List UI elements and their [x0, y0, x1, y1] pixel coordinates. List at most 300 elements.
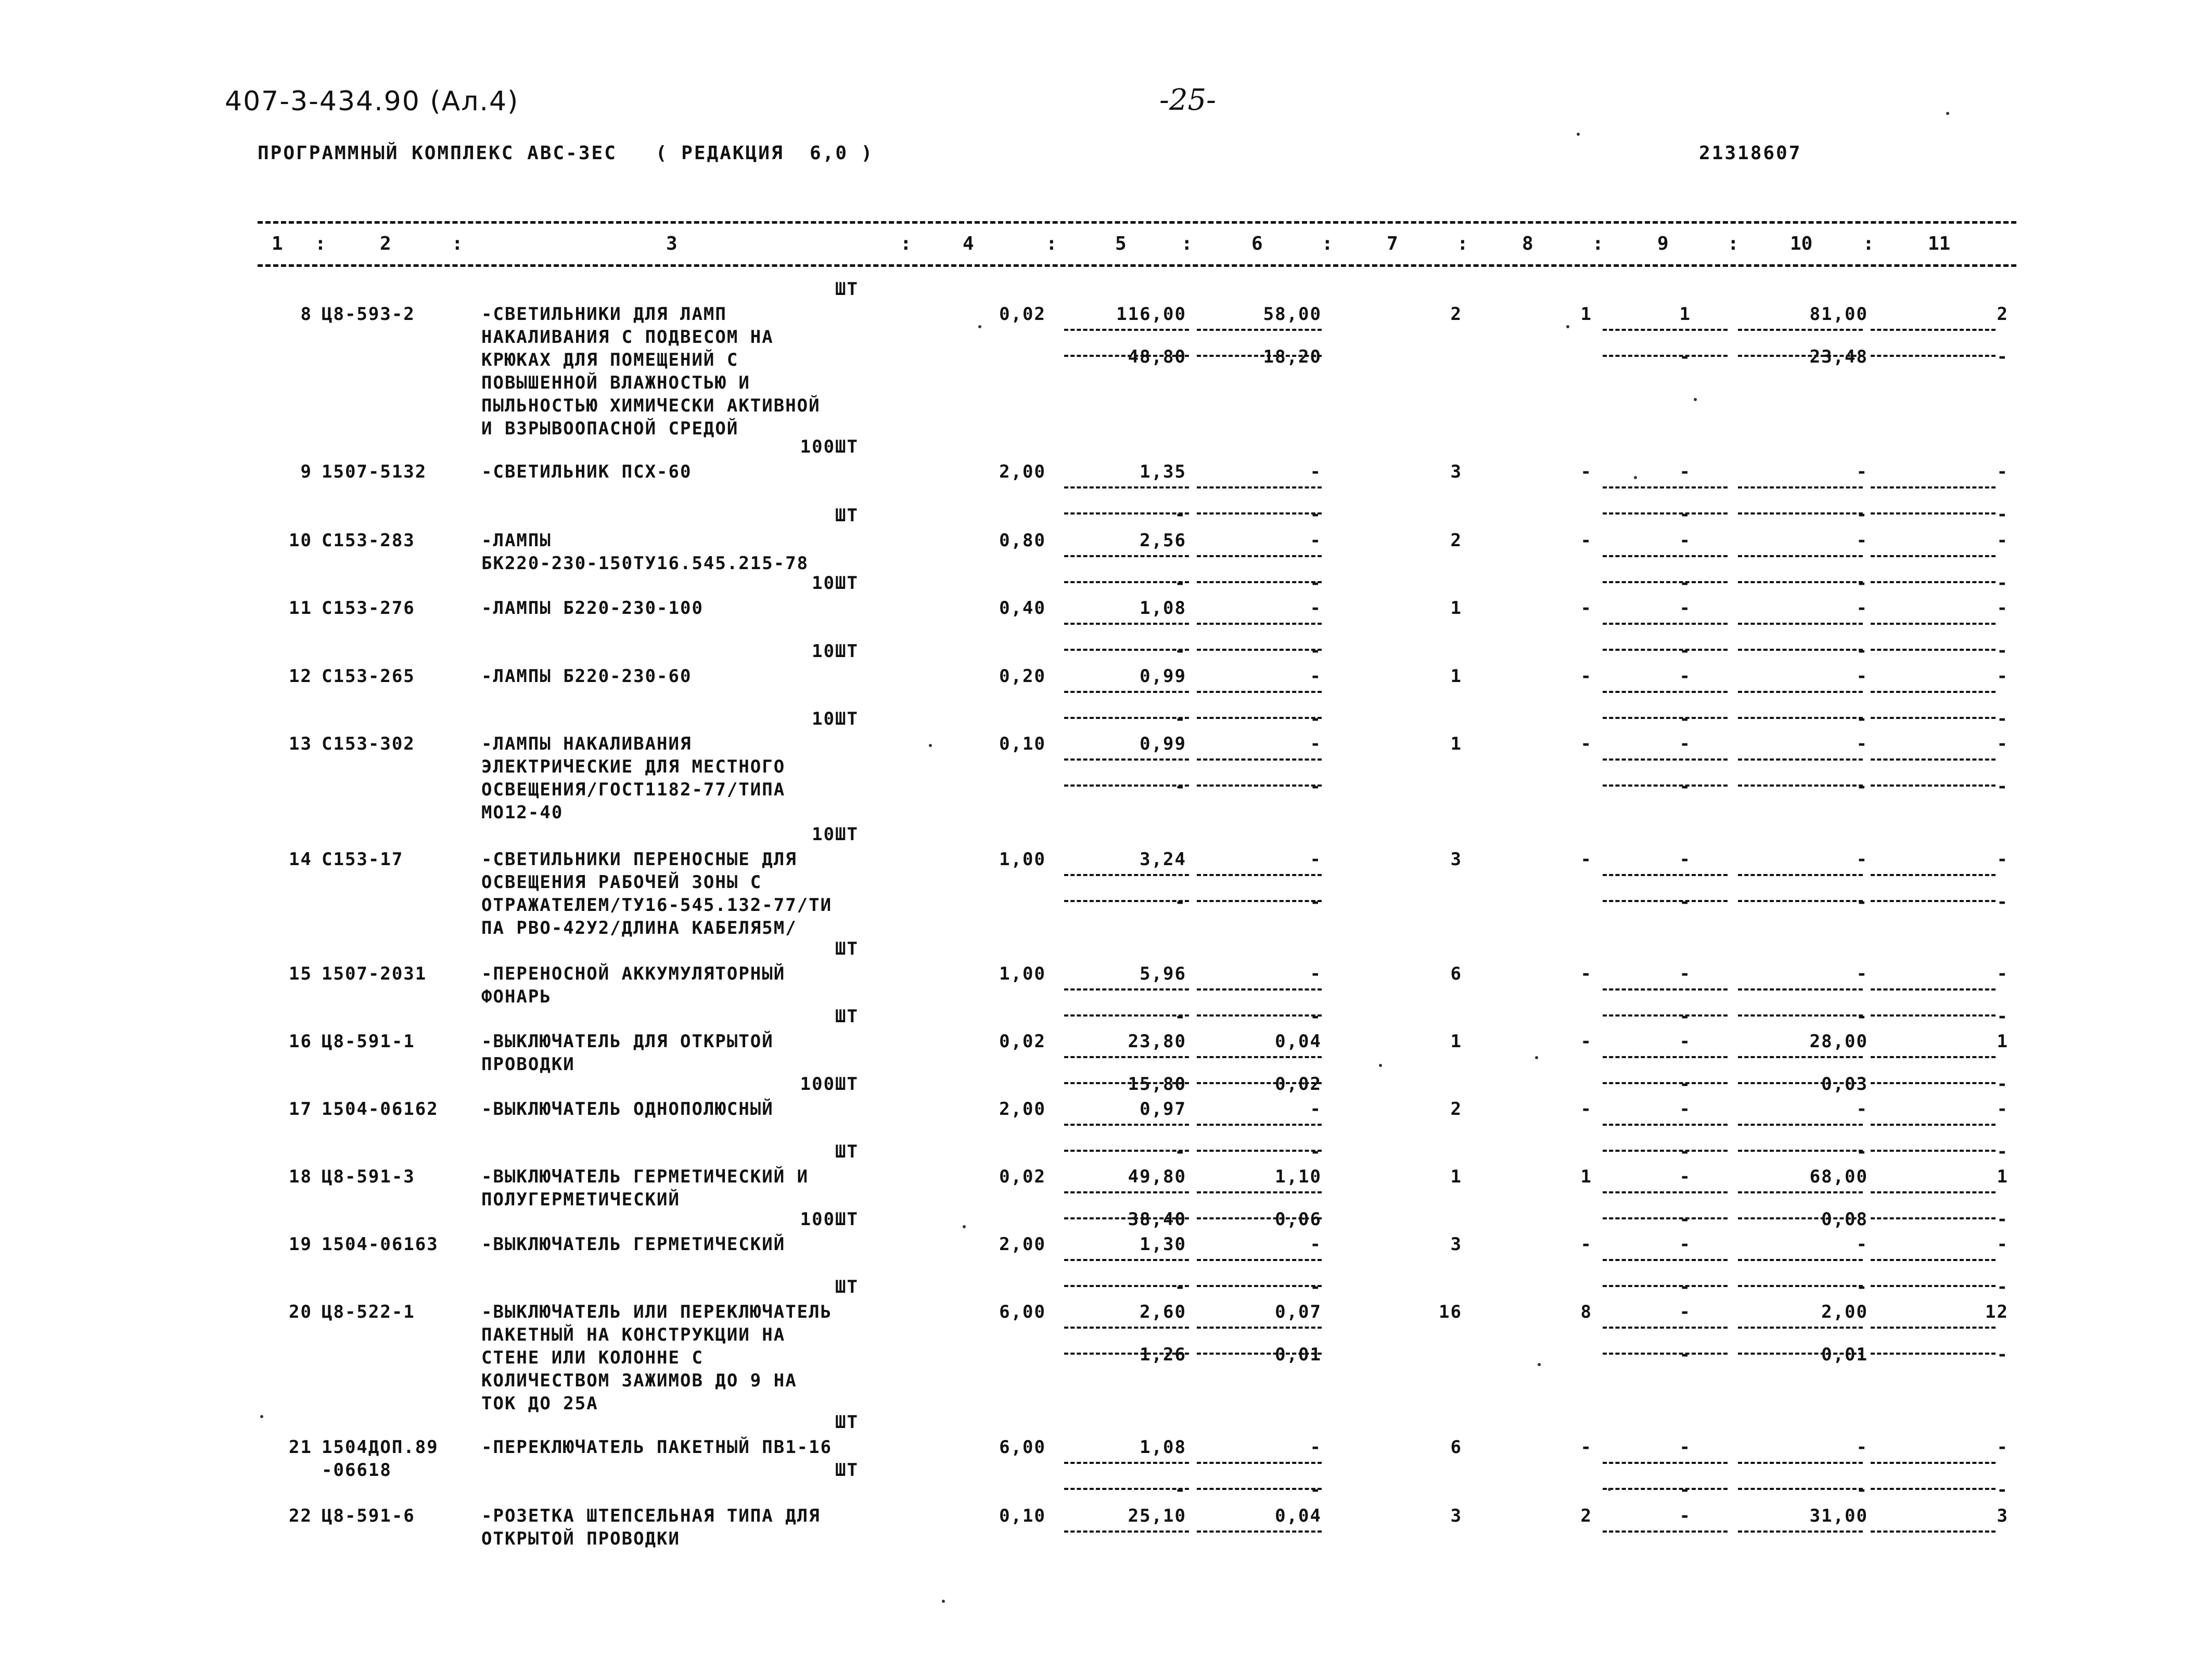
cell-c5: 0,99	[1140, 734, 1186, 754]
value-divider	[1603, 1191, 1728, 1193]
cell-c11-lower: -	[1997, 1277, 2009, 1297]
cell-c10-lower: -	[1856, 709, 1868, 729]
row-number: 14	[289, 849, 312, 870]
value-divider	[1871, 1488, 1996, 1490]
cell-c11: -	[1997, 963, 2009, 984]
value-divider	[1603, 1217, 1728, 1219]
value-divider	[1197, 1327, 1322, 1329]
item-code: Ц8-591-3	[322, 1166, 415, 1187]
value-divider	[1064, 988, 1189, 991]
item-description: -ПЕРЕКЛЮЧАТЕЛЬ ПАКЕТНЫЙ ПВ1-16	[481, 1437, 833, 1458]
cell-c6: 0,04	[1275, 1506, 1322, 1526]
cell-c9-lower: -	[1679, 1344, 1691, 1365]
value-divider	[1197, 900, 1322, 902]
cell-c5-lower: 48,80	[1128, 346, 1186, 367]
value-divider	[1603, 785, 1728, 787]
cell-c5: 0,99	[1140, 666, 1186, 687]
value-divider	[1738, 623, 1863, 625]
cell-c9: -	[1679, 598, 1691, 619]
cell-c6-lower: -	[1310, 776, 1322, 797]
unit-label: 100ШТ	[800, 436, 859, 457]
cell-c11-lower: -	[1997, 573, 2009, 594]
cell-c5-lower: -	[1174, 1141, 1186, 1162]
cell-c5: 116,00	[1116, 304, 1186, 325]
value-divider	[1738, 329, 1863, 331]
value-divider	[1197, 1056, 1322, 1058]
cell-c9: -	[1679, 1099, 1691, 1120]
cell-c8: -	[1580, 734, 1592, 754]
unit-label: ШТ	[835, 1006, 859, 1027]
cell-c4: 0,02	[999, 1166, 1046, 1187]
cell-c6-lower: 0,02	[1275, 1074, 1322, 1095]
value-divider	[1871, 758, 1996, 761]
cell-c5: 1,08	[1140, 1437, 1186, 1458]
cell-c9: -	[1679, 849, 1691, 870]
value-divider	[1197, 988, 1322, 991]
value-divider	[1197, 717, 1322, 719]
cell-c11: -	[1997, 461, 2009, 482]
column-header-8: 8	[1522, 233, 1533, 254]
value-divider	[1603, 1056, 1728, 1058]
value-divider	[1064, 1124, 1189, 1126]
value-divider	[1197, 758, 1322, 761]
cell-c10: -	[1856, 849, 1868, 870]
row-number: 17	[289, 1099, 312, 1120]
value-divider	[1738, 1353, 1863, 1355]
value-divider	[1197, 486, 1322, 488]
value-divider	[1871, 1056, 1996, 1058]
row-number: 18	[289, 1166, 312, 1187]
cell-c10: 68,00	[1809, 1166, 1868, 1187]
value-divider	[1603, 649, 1728, 651]
value-divider	[1738, 1217, 1863, 1219]
cell-c10-lower: -	[1856, 504, 1868, 525]
cell-c6: -	[1310, 1234, 1322, 1255]
cell-c7: 2	[1450, 530, 1462, 551]
cell-c11: -	[1997, 1099, 2009, 1120]
cell-c5-lower: -	[1174, 504, 1186, 525]
value-divider	[1871, 623, 1996, 625]
cell-c6-lower: -	[1310, 892, 1322, 912]
cell-c8: 8	[1580, 1302, 1592, 1322]
cell-c7: 1	[1450, 666, 1462, 687]
cell-c10: 2,00	[1821, 1302, 1868, 1322]
column-header-5: 5	[1115, 233, 1127, 254]
cell-c10-lower: -	[1856, 1480, 1868, 1500]
value-divider	[1197, 329, 1322, 331]
value-divider	[1871, 1259, 1996, 1261]
cell-c6: 0,07	[1275, 1302, 1322, 1322]
unit-label: 10ШТ	[812, 709, 859, 729]
cell-c9-lower: -	[1679, 892, 1691, 912]
cell-c4: 0,10	[999, 1506, 1046, 1526]
cell-c4: 0,40	[999, 598, 1046, 619]
value-divider	[1064, 900, 1189, 902]
cell-c6: -	[1310, 666, 1322, 687]
cell-c9: -	[1679, 1437, 1691, 1458]
value-divider	[1197, 1531, 1322, 1533]
value-divider	[1064, 874, 1189, 876]
value-divider	[1871, 691, 1996, 693]
item-description: -СВЕТИЛЬНИК ПСХ-60	[481, 461, 692, 482]
cell-c6-lower: -	[1310, 1006, 1322, 1027]
cell-c5-lower: 1,26	[1140, 1344, 1186, 1365]
cell-c9-lower: -	[1679, 1209, 1691, 1230]
value-divider	[1603, 581, 1728, 583]
row-number: 9	[300, 461, 312, 482]
cell-c4: 6,00	[999, 1437, 1046, 1458]
value-divider	[1064, 1462, 1189, 1464]
value-divider	[1603, 1259, 1728, 1261]
unit-label: 10ШТ	[812, 641, 859, 662]
value-divider	[1738, 717, 1863, 719]
value-divider	[1197, 355, 1322, 357]
value-divider	[1738, 355, 1863, 357]
value-divider	[1738, 555, 1863, 557]
item-code: Ц8-591-6	[322, 1506, 415, 1526]
cell-c8: -	[1580, 598, 1592, 619]
cell-c5: 2,60	[1140, 1302, 1186, 1322]
value-divider	[1197, 623, 1322, 625]
cell-c11: -	[1997, 530, 2009, 551]
unit-label: ШТ	[835, 1412, 859, 1433]
value-divider	[1064, 717, 1189, 719]
cell-c9-lower: -	[1679, 640, 1691, 661]
cell-c10: -	[1856, 1437, 1868, 1458]
cell-c8: -	[1580, 666, 1592, 687]
value-divider	[1197, 874, 1322, 876]
cell-c11-lower: -	[1997, 504, 2009, 525]
item-code: С153-283	[322, 530, 415, 551]
value-divider	[1738, 1082, 1863, 1084]
value-divider	[1871, 1285, 1996, 1287]
item-code: Ц8-522-1	[322, 1302, 415, 1322]
value-divider	[1738, 1191, 1863, 1193]
cell-c6: -	[1310, 598, 1322, 619]
item-code: С153-302	[322, 734, 415, 754]
cell-c5: 25,10	[1128, 1506, 1186, 1526]
unit-label: ШТ	[835, 1141, 859, 1162]
cell-c6: -	[1310, 1099, 1322, 1120]
cell-c7: 1	[1450, 1031, 1462, 1052]
value-divider	[1197, 1191, 1322, 1193]
cell-c9: -	[1679, 963, 1691, 984]
column-header-3: 3	[666, 233, 677, 254]
unit-label: ШТ	[835, 505, 859, 526]
value-divider	[1738, 1014, 1863, 1017]
cell-c11-lower: -	[1997, 1480, 2009, 1500]
item-code: 1504-06163	[322, 1234, 439, 1255]
table-top-rule	[258, 221, 2016, 224]
cell-c7: 3	[1450, 849, 1462, 870]
cell-c8: -	[1580, 1031, 1592, 1052]
value-divider	[1871, 1014, 1996, 1017]
value-divider	[1064, 1353, 1189, 1355]
cell-c8: -	[1580, 530, 1592, 551]
cell-c11: 2	[1997, 304, 2009, 325]
value-divider	[1738, 1259, 1863, 1261]
column-header-9: 9	[1657, 233, 1669, 254]
cell-c5-lower: -	[1174, 640, 1186, 661]
value-divider	[1064, 1327, 1189, 1329]
cell-c9-lower: -	[1679, 1006, 1691, 1027]
cell-c5: 23,80	[1128, 1031, 1186, 1052]
unit-label: ШТ	[835, 938, 859, 959]
cell-c5: 2,56	[1140, 530, 1186, 551]
cell-c11-lower: -	[1997, 640, 2009, 661]
item-description: -ПЕРЕНОСНОЙ АККУМУЛЯТОРНЫЙ ФОНАРЬ	[481, 963, 786, 1007]
unit-label: ШТ	[835, 1460, 859, 1481]
cell-c5-lower: -	[1174, 1480, 1186, 1500]
value-divider	[1738, 486, 1863, 488]
cell-c11: 1	[1997, 1031, 2009, 1052]
item-code: 1504-06162	[322, 1099, 439, 1120]
cell-c7: 2	[1450, 304, 1462, 325]
cell-c10-lower: 0,08	[1821, 1209, 1868, 1230]
cell-c11-lower: -	[1997, 1006, 2009, 1027]
value-divider	[1064, 785, 1189, 787]
value-divider	[1197, 581, 1322, 583]
cell-c6: -	[1310, 963, 1322, 984]
program-title: ПРОГРАММНЫЙ КОМПЛЕКС АВС-3ЕС ( РЕДАКЦИЯ 6,0 )	[258, 143, 874, 164]
cell-c10-lower: -	[1856, 1141, 1868, 1162]
cell-c10: -	[1856, 666, 1868, 687]
value-divider	[1064, 555, 1189, 557]
value-divider	[1738, 1285, 1863, 1287]
cell-c8: 2	[1580, 1506, 1592, 1526]
row-number: 8	[300, 304, 312, 325]
cell-c11-lower: -	[1997, 709, 2009, 729]
cell-c10: 31,00	[1809, 1506, 1868, 1526]
cell-c11-lower: -	[1997, 1074, 2009, 1095]
value-divider	[1738, 1124, 1863, 1126]
cell-c9: -	[1679, 1234, 1691, 1255]
value-divider	[1871, 1217, 1996, 1219]
value-divider	[1603, 717, 1728, 719]
page-number: -25-	[1159, 83, 1217, 117]
row-number: 19	[289, 1234, 312, 1255]
value-divider	[1871, 1082, 1996, 1084]
value-divider	[1064, 1217, 1189, 1219]
value-divider	[1871, 486, 1996, 488]
cell-c7: 1	[1450, 734, 1462, 754]
cell-c6: 1,10	[1275, 1166, 1322, 1187]
cell-c10-lower: 0,03	[1821, 1074, 1868, 1095]
column-header-6: 6	[1251, 233, 1263, 254]
table-header-rule	[258, 264, 2016, 267]
row-number: 11	[289, 598, 312, 619]
cell-c10-lower: 0,01	[1821, 1344, 1868, 1365]
value-divider	[1871, 355, 1996, 357]
cell-c4: 0,10	[999, 734, 1046, 754]
unit-label: 100ШТ	[800, 1074, 859, 1095]
cell-c9: -	[1679, 1302, 1691, 1322]
value-divider	[1871, 649, 1996, 651]
cell-c6-lower: -	[1310, 709, 1322, 729]
value-divider	[1871, 329, 1996, 331]
cell-c8: 1	[1580, 1166, 1592, 1187]
cell-c6-lower: -	[1310, 504, 1322, 525]
value-divider	[1738, 874, 1863, 876]
value-divider	[1197, 1285, 1322, 1287]
cell-c6-lower: 0,06	[1275, 1209, 1322, 1230]
cell-c6: 58,00	[1263, 304, 1322, 325]
cell-c9: -	[1679, 461, 1691, 482]
value-divider	[1603, 355, 1728, 357]
cell-c6: -	[1310, 734, 1322, 754]
unit-label: 10ШТ	[812, 824, 859, 845]
value-divider	[1603, 512, 1728, 515]
row-number: 13	[289, 734, 312, 754]
cell-c9-lower: -	[1679, 1074, 1691, 1095]
item-description: -ЛАМПЫ БК220-230-150ТУ16.545.215-78	[481, 530, 809, 574]
cell-c10: -	[1856, 598, 1868, 619]
value-divider	[1197, 1259, 1322, 1261]
item-description: -РОЗЕТКА ШТЕПСЕЛЬНАЯ ТИПА ДЛЯ ОТКРЫТОЙ ПРОВОДКИ	[481, 1506, 821, 1549]
value-divider	[1064, 1488, 1189, 1490]
value-divider	[1603, 1082, 1728, 1084]
cell-c8: -	[1580, 1234, 1592, 1255]
item-code: 1507-5132	[322, 461, 427, 482]
cell-c6-lower: -	[1310, 640, 1322, 661]
value-divider	[1064, 649, 1189, 651]
value-divider	[1738, 988, 1863, 991]
value-divider	[1603, 555, 1728, 557]
cell-c5: 1,35	[1140, 461, 1186, 482]
value-divider	[1871, 512, 1996, 515]
cell-c11: -	[1997, 1437, 2009, 1458]
value-divider	[1738, 1531, 1863, 1533]
cell-c11-lower: -	[1997, 346, 2009, 367]
cell-c5-lower: -	[1174, 892, 1186, 912]
cell-c6-lower: -	[1310, 1480, 1322, 1500]
cell-c9: -	[1679, 530, 1691, 551]
value-divider	[1197, 1217, 1322, 1219]
value-divider	[1603, 1462, 1728, 1464]
value-divider	[1603, 1014, 1728, 1017]
value-divider	[1603, 900, 1728, 902]
value-divider	[1738, 1462, 1863, 1464]
value-divider	[1064, 1150, 1189, 1152]
value-divider	[1871, 988, 1996, 991]
cell-c6-lower: -	[1310, 573, 1322, 594]
cell-c5: 1,30	[1140, 1234, 1186, 1255]
value-divider	[1197, 1150, 1322, 1152]
cell-c10: -	[1856, 963, 1868, 984]
item-description: -ЛАМПЫ Б220-230-100	[481, 598, 704, 619]
cell-c10-lower: 23,48	[1809, 346, 1868, 367]
cell-c11: 3	[1997, 1506, 2009, 1526]
cell-c11: -	[1997, 598, 2009, 619]
item-description: -ВЫКЛЮЧАТЕЛЬ ГЕРМЕТИЧЕСКИЙ	[481, 1234, 786, 1255]
cell-c9: -	[1679, 666, 1691, 687]
cell-c6-lower: 0,01	[1275, 1344, 1322, 1365]
unit-label: 10ШТ	[812, 573, 859, 594]
value-divider	[1197, 555, 1322, 557]
cell-c8: -	[1580, 1437, 1592, 1458]
cell-c11-lower: -	[1997, 776, 2009, 797]
cell-c9-lower: -	[1679, 504, 1691, 525]
item-description: -СВЕТИЛЬНИКИ ПЕРЕНОСНЫЕ ДЛЯ ОСВЕЩЕНИЯ РАБОЧЕЙ ЗОНЫ С ОТРАЖАТЕЛЕМ/ТУ16-545.132-77/ТИ ПА РВО-42У2/ДЛИНА КАБЕЛЯ5М/	[481, 849, 833, 938]
value-divider	[1197, 512, 1322, 515]
cell-c4: 0,20	[999, 666, 1046, 687]
cell-c11: 1	[1997, 1166, 2009, 1187]
value-divider	[1197, 691, 1322, 693]
item-description: -ВЫКЛЮЧАТЕЛЬ ДЛЯ ОТКРЫТОЙ ПРОВОДКИ	[481, 1031, 774, 1075]
cell-c7: 16	[1439, 1302, 1462, 1322]
value-divider	[1738, 758, 1863, 761]
cell-c9: -	[1679, 1166, 1691, 1187]
item-code: 1507-2031	[322, 963, 427, 984]
value-divider	[1064, 1014, 1189, 1017]
row-number: 21	[289, 1437, 312, 1458]
cell-c7: 1	[1450, 1166, 1462, 1187]
item-code: Ц8-591-1	[322, 1031, 415, 1052]
value-divider	[1738, 512, 1863, 515]
item-description: -ВЫКЛЮЧАТЕЛЬ ГЕРМЕТИЧЕСКИЙ И ПОЛУГЕРМЕТИЧЕСКИЙ	[481, 1166, 809, 1210]
row-number: 12	[289, 666, 312, 687]
cell-c11: -	[1997, 849, 2009, 870]
value-divider	[1603, 1124, 1728, 1126]
value-divider	[1871, 1353, 1996, 1355]
value-divider	[1603, 1353, 1728, 1355]
value-divider	[1064, 691, 1189, 693]
value-divider	[1603, 486, 1728, 488]
value-divider	[1871, 1124, 1996, 1126]
value-divider	[1603, 758, 1728, 761]
cell-c11: -	[1997, 666, 2009, 687]
value-divider	[1603, 1531, 1728, 1533]
cell-c10-lower: -	[1856, 640, 1868, 661]
value-divider	[1871, 555, 1996, 557]
cell-c5-lower: 15,80	[1128, 1074, 1186, 1095]
value-divider	[1871, 1531, 1996, 1533]
cell-c6: -	[1310, 849, 1322, 870]
document-id: 21318607	[1699, 143, 1802, 164]
value-divider	[1064, 1082, 1189, 1084]
value-divider	[1871, 1462, 1996, 1464]
cell-c7: 3	[1450, 461, 1462, 482]
cell-c10: -	[1856, 734, 1868, 754]
cell-c6: -	[1310, 530, 1322, 551]
cell-c7: 2	[1450, 1099, 1462, 1120]
cell-c11: -	[1997, 734, 2009, 754]
cell-c5: 0,97	[1140, 1099, 1186, 1120]
cell-c4: 0,80	[999, 530, 1046, 551]
item-description: -ЛАМПЫ НАКАЛИВАНИЯ ЭЛЕКТРИЧЕСКИЕ ДЛЯ МЕСТНОГО ОСВЕЩЕНИЯ/ГОСТ1182-77/ТИПА МО12-40	[481, 734, 786, 823]
value-divider	[1197, 1353, 1322, 1355]
value-divider	[1738, 581, 1863, 583]
column-header-10: 10	[1790, 233, 1813, 254]
item-code: С153-276	[322, 598, 415, 619]
cell-c4: 1,00	[999, 849, 1046, 870]
value-divider	[1064, 758, 1189, 761]
value-divider	[1064, 512, 1189, 515]
cell-c10-lower: -	[1856, 776, 1868, 797]
cell-c9-lower: -	[1679, 1480, 1691, 1500]
value-divider	[1738, 649, 1863, 651]
cell-c9: 1	[1679, 304, 1691, 325]
cell-c7: 3	[1450, 1506, 1462, 1526]
unit-label: ШТ	[835, 1277, 859, 1297]
value-divider	[1197, 1488, 1322, 1490]
cell-c8: 1	[1580, 304, 1592, 325]
cell-c8: -	[1580, 1099, 1592, 1120]
value-divider	[1197, 785, 1322, 787]
cell-c10: -	[1856, 1234, 1868, 1255]
cell-c4: 2,00	[999, 1099, 1046, 1120]
value-divider	[1197, 1082, 1322, 1084]
